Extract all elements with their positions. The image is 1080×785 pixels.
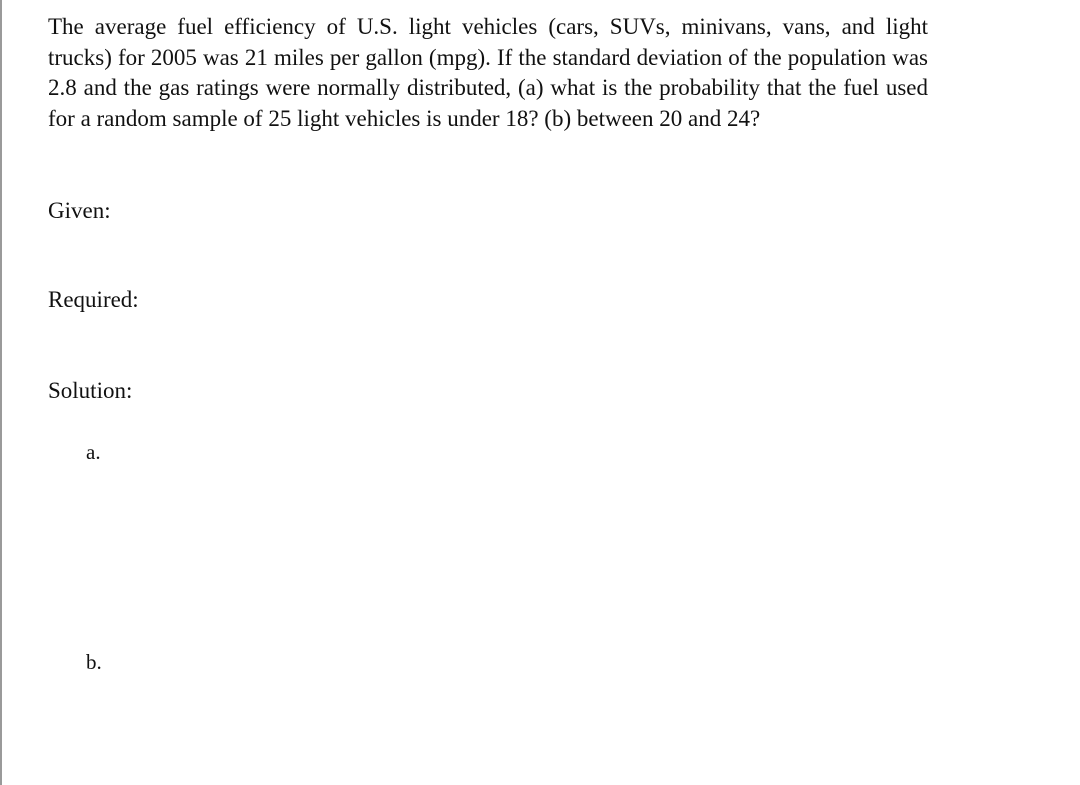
document-page — [48, 12, 928, 134]
required-label: Required: — [48, 287, 139, 312]
given-label: Given: — [48, 198, 111, 223]
problem-statement: The average fuel efficiency of U.S. light vehicles (cars, SUVs, minivans, vans, and light trucks) for 2005 was 21 miles per gallon (mpg). If the standard deviation of the population was 2.8 and the gas ratings were normally distributed, (a) what is the probability that the fuel used for a random sample of 25 light vehicles is under 18? (b) between 20 and 24? — [48, 14, 928, 131]
solution-label: Solution: — [48, 378, 133, 403]
solution-part-b-label: b. — [86, 650, 102, 674]
page-left-border — [0, 0, 2, 785]
solution-part-a-label: a. — [86, 440, 101, 464]
